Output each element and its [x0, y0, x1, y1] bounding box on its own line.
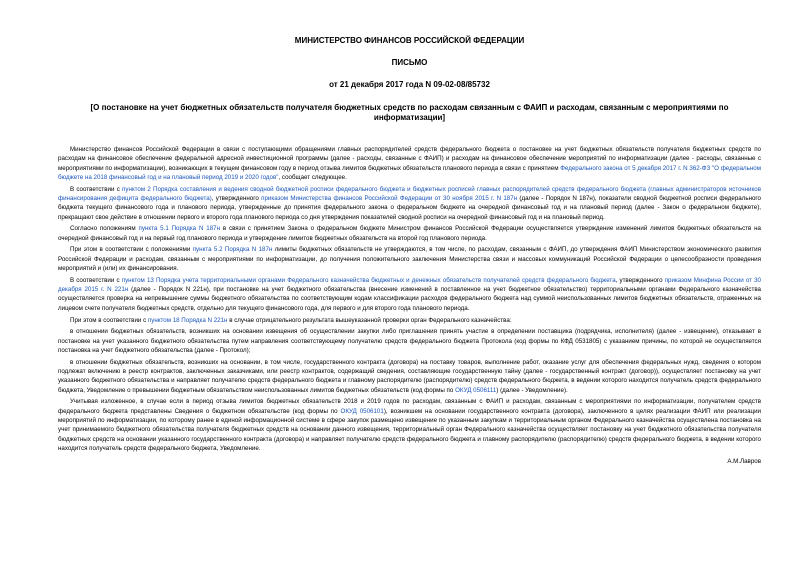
- paragraph-8: [58, 358, 761, 395]
- paragraph-3: [58, 224, 761, 243]
- paragraph-text: ), возникшем на основании государственного контракта (договора), заключенного в целях реализации ФАИП или реализации мероприятий по информатизации, по которому ранее в единой информационной системе в сфере закупок размещено извещение по указанным закупкам и территориальным органом Федерального казначейства осуществлена постановка на учет принимаемого бюджетного обязательства получателя бюджетных средств на основании данного извещения, территориальный орган Федерального казначейства осуществляет постановку на учет бюджетного обязательства получателя бюджетных средств на основании указанного государственного контракта (договора) и направляет получателю средств федерального бюджета и главному распорядителю (распорядителю) средств федерального бюджета, в ведении которого находится получатель средств федерального бюджета, Уведомление.: [58, 407, 761, 452]
- procedure-item-2-link[interactable]: пунктом 2 Порядка составления и ведения сводной бюджетной росписи федерального бюджета и бюджетных росписей главных распорядителей средств федерального бюджета (главных администраторов источников финансирования дефицита федерального бюджета): [58, 185, 761, 202]
- paragraph-text: Министерство финансов Российской Федерации в связи с поступающими обращениями главных распорядителей средств федерального бюджета о постановке на учет бюджетных обязательств получателя бюджетных средств по расходам на финансовое обеспечение федеральной адресной инвестиционной программы (далее - расходы, связанные с ФАИП) и расходам на финансовое обеспечение мероприятий по информатизации (далее - расходы, связанные с мероприятиями по информатизации), возникающих в текущем финансовом году в период отзыва лимитов бюджетных обязательств планового периода в связи с принятием: [58, 146, 761, 172]
- paragraph-text: ) (далее - Уведомление).: [496, 386, 568, 394]
- item-5-2-link[interactable]: пункта 5.2 Порядка N 187н: [192, 246, 273, 254]
- date-number-heading: от 21 декабря 2017 года N 09-02-08/85732: [329, 80, 490, 89]
- okud-0506111-link[interactable]: ОКУД 0506111: [455, 386, 497, 394]
- paragraph-text: Учитывая изложенное, в случае если в период отзыва лимитов бюджетных обязательств 2018 и 2019 годов по расходам, связанным с ФАИП и расходам, связанным с мероприятиями по информатизации, получателем средств федерального бюджета представлены Сведения о бюджетном обязательстве (код формы по: [58, 398, 761, 415]
- document-type-heading: ПИСЬМО: [391, 58, 428, 67]
- paragraph-5: [58, 276, 761, 313]
- law-362-fz-link[interactable]: Федерального закона от 5 декабря 2017 г. N 362-ФЗ "О федеральном бюджете на 2018 финансовый год и на плановый период 2019 и 2020 годов": [58, 164, 761, 181]
- paragraph-text: в случае отрицательного результата вышеуказанной проверки орган Федерального казначейства:: [227, 316, 512, 324]
- paragraph-text: в отношении бюджетных обязательств, возникших на основании, в том числе, государственного контракта (договора) на поставку товаров, выполнение работ, оказание услуг для обеспечения федеральных нужд, сведения о котором подлежат включению в реестр контрактов, заключенных заказчиками, или реестр контрактов, содержащий сведения, составляющие государственную тайну (далее - государственный контракт (договор)), осуществляет постановку на учет указанного бюджетного обязательства и направляет получателю средств федерального бюджета и главному распорядителю (распорядителю) средств федерального бюджета, в ведении которого находится получатель средств федерального бюджета, Уведомление о превышении бюджетным обязательством неиспользованных лимитов бюджетных обязательств (код формы по: [58, 358, 761, 394]
- ministry-heading: МИНИСТЕРСТВО ФИНАНСОВ РОССИЙСКОЙ ФЕДЕРАЦИИ: [294, 36, 525, 45]
- paragraph-text: (далее - Порядок N 187н), показатели сводной бюджетной росписи федерального бюджета текущего финансового года и планового периода, утвержденные до принятия федерального закона о федеральном бюджете на очередной финансовый год и на плановый период (далее - Закон о федеральном бюджете), прекращают свое действие в отношении первого и второго года планового периода со дня утверждения показателей сводной росписи на очередной финансовый год и на плановый период.: [58, 194, 761, 221]
- subject-heading: [О постановке на учет бюджетных обязательств получателя бюджетных средств по расходам связанным с ФАИП и расходам, связанным с мероприятиями по информатизации]: [90, 103, 729, 122]
- paragraph-6: [58, 316, 761, 325]
- paragraph-text: Согласно положениям: [70, 225, 139, 233]
- paragraph-text: , утвержденного: [615, 276, 665, 284]
- paragraph-text: в отношении бюджетных обязательств, возникших на основании извещения об осуществлении закупки либо приглашения принять участие в определении поставщика (подрядчика, исполнителя) (далее - извещение), отказывает в постановке на учет указанного бюджетного обязательства путем направления соответствующему получателю средств федерального бюджета Протокола (код формы по КФД 0531805) с указанием причины, по которой не осуществляется постановка на учет бюджетного обязательства (далее - Протокол);: [58, 328, 761, 354]
- paragraph-4: [58, 245, 761, 273]
- paragraph-1: [58, 145, 761, 182]
- paragraph-9: [58, 397, 761, 453]
- paragraph-text: В соответствии с: [70, 276, 122, 284]
- paragraph-7: [58, 327, 761, 355]
- paragraph-2: [58, 185, 761, 222]
- letter-body: [58, 145, 761, 453]
- okud-0506101-link[interactable]: ОКУД 0506101: [340, 407, 384, 415]
- order-221n-link[interactable]: приказом Минфина России от 30 декабря 2015 г. N 221н: [58, 276, 761, 294]
- paragraph-text: лимиты бюджетных обязательств не утверждаются, в том числе, по расходам, связанным с ФАИП, до утверждения ФАИП Министерством экономического развития Российской Федерации и расходам, связанным с мероприятиями по информатизации, до получения положительного заключения Министерства связи и массовых коммуникаций Российской Федерации о целесообразности проведения мероприятий и (или) их финансирования.: [58, 246, 761, 273]
- item-13-procedure-link[interactable]: пунктом 13 Порядка учета территориальными органами Федерального казначейства бюджетных и денежных обязательств получателей средств федерального бюджета: [121, 276, 616, 284]
- paragraph-text: , сообщает следующее.: [278, 173, 347, 181]
- paragraph-text: При этом в соответствии с положениями: [70, 246, 193, 254]
- signature: А.М.Лавров: [727, 458, 761, 466]
- paragraph-text: В соответствии с: [70, 185, 123, 193]
- item-5-1-link[interactable]: пункта 5.1 Порядка N 187н: [138, 225, 221, 233]
- paragraph-text: (далее - Порядок N 221н), при постановке на учет бюджетного обязательства (внесение изменений в поставленное на учет бюджетное обязательство) территориальными органами Федерального казначейства осуществляется проверка на непревышение суммы бюджетного обязательства по соответствующим кодам классификации расходов федерального бюджета над суммой неиспользованных лимитов бюджетных обязательств, отраженных на лицевом счете получателя бюджетных средств, отдельно для текущего финансового года, для первого и для второго года планового периода.: [58, 286, 761, 312]
- paragraph-text: в связи с принятием Закона о федеральном бюджете Министром финансов Российской Федерации осуществляется утверждение изменений лимитов бюджетных обязательств на очередной финансовый год и на первый год планового периода и утверждение лимитов бюджетных обязательств на второй год планового периода.: [58, 225, 761, 242]
- item-18-link[interactable]: пунктом 18 Порядка N 221н: [147, 316, 228, 324]
- paragraph-text: При этом в соответствии с: [70, 316, 148, 324]
- order-187n-link[interactable]: приказом Министерства финансов Российской Федерации от 30 ноября 2015 г. N 187н: [261, 194, 518, 202]
- paragraph-text: , утвержденного: [211, 194, 262, 202]
